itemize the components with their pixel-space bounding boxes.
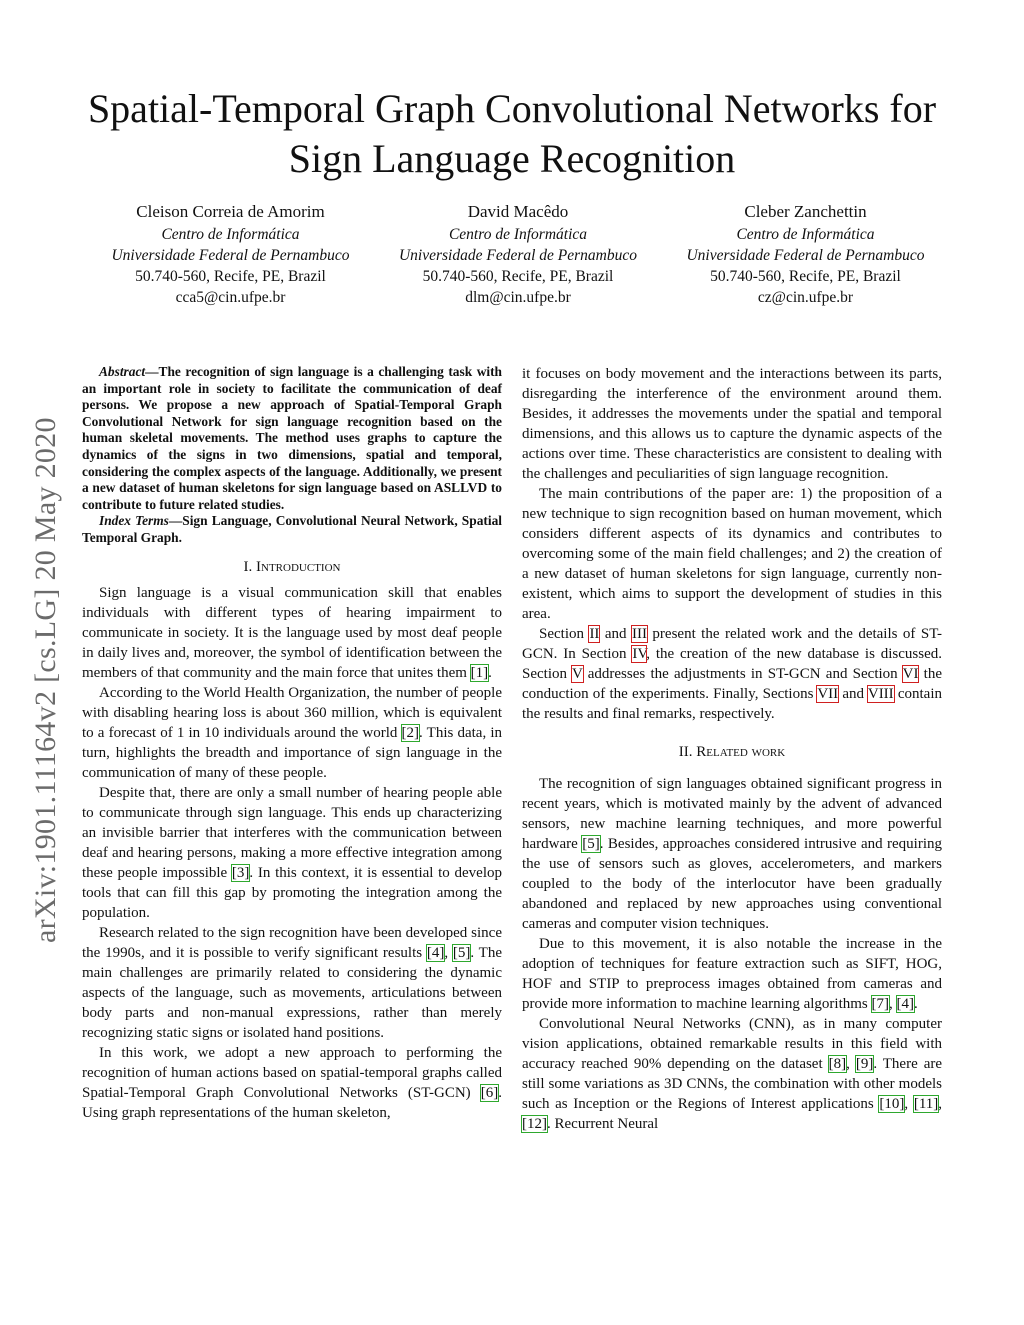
text: . The main challenges are primarily related to considering the dynamic aspects of the language, such as movements, articulations between body parts and non-manual expressions, rather than merely recognizing static signs or isolated hand positions. [82,944,503,1041]
text: According to the World Health Organization, the number of people with disabling hearing loss is about 360 million, which is equivalent to a forecast of 1 in 10 individuals around the world [82,684,502,741]
citation-link[interactable]: [9] [855,1056,874,1072]
paragraph [522,934,942,1014]
author-university: Universidade Federal de Pernambuco [111,247,350,264]
author-address: 50.740-560, Recife, PE, Brazil [710,268,901,285]
text: , [846,1056,856,1072]
author-name: Cleison Correia de Amorim [136,202,325,221]
section-link[interactable]: III [631,626,647,642]
citation-link[interactable]: [11] [913,1096,939,1112]
author-dept: Centro de Informática [736,226,875,243]
paragraph [82,683,502,783]
paragraph [82,923,502,1043]
author-university: Universidade Federal de Pernambuco [398,247,638,264]
text: the conduction of the experiments. Finally, Sections [522,666,942,702]
citation-link[interactable]: [10] [879,1096,905,1112]
text: . There are still some variations as 3D CNNs, the combination with other models such as Inception or the Regions of Interest applications [522,1056,943,1112]
text: Due to this movement, it is also notable the increase in the adoption of techniques for feature extraction such as SIFT, HOG, HOF and STIP to preprocess images obtained from cameras and provide more information to machine learning algorithms [522,936,942,1012]
text: . Using graph representations of the human skeleton, [82,1084,502,1121]
index-terms-label: Index Terms [99,513,169,529]
author-name: David Macêdo [467,202,569,221]
text: . In this context, it is essential to develop tools that can fill this gap by promoting the integration among the population. [82,864,502,921]
citation-link[interactable]: [12] [522,1116,547,1132]
citation-link[interactable]: [4] [896,996,914,1012]
section-heading-introduction: I. Introduction [243,558,341,575]
text: and [838,686,868,702]
index-terms-text: —Sign Language, Convolutional Neural Network, Spatial Temporal Graph. [82,513,502,545]
author-address: 50.740-560, Recife, PE, Brazil [135,268,326,285]
author-3 [663,200,948,308]
author-name: Cleber Zanchettin [744,202,867,221]
paragraph [522,1014,942,1134]
text: Despite that, there are only a small number of hearing people able to communicate through sign language. This ends up characterizing an invisible barrier that interferes with the communication between deaf and hearing persons, making a more effective integration among these people impossible [82,784,502,881]
citation-link[interactable]: [5] [582,836,600,852]
index-terms [82,513,502,546]
title-line-1: Spatial-Temporal Graph Convolutional Networks for [87,86,937,131]
text: . [914,996,918,1012]
text: In this work, we adopt a new approach to performing the recognition of human actions based on spatial-temporal graphs called Spatial-Temporal Graph Convolutional Networks (ST-GCN) [82,1044,502,1101]
paragraph [82,783,502,923]
author-dept: Centro de Informática [448,226,588,243]
author-2 [376,200,661,308]
text: . [488,664,492,681]
abstract-label: Abstract [99,364,146,379]
citation-link[interactable]: [3] [231,864,250,881]
section-link[interactable]: II [589,626,600,642]
author-university: Universidade Federal de Pernambuco [686,247,925,264]
section-link[interactable]: VI [902,666,919,682]
abstract [82,364,502,513]
citation-link[interactable]: [4] [426,944,445,961]
section-link[interactable]: VIII [867,686,894,702]
right-column [522,364,942,1134]
text: , the creation of the new database is discussed. Section [522,646,942,682]
section-link[interactable]: IV [632,646,647,662]
text: addresses the adjustments in ST-GCN and Section [582,666,903,682]
paper-title [60,84,964,184]
text: , [889,996,897,1012]
citation-link[interactable]: [6] [480,1084,499,1101]
paragraph [522,774,942,934]
paragraph: it focuses on body movement and the interactions between its parts, disregarding the interference of the environment around them. Besides, it addresses the movements under the spatial and temporal dimensions, and this allows us to capture the dynamic aspects of the actions over time. These characteristics are consistent to dealing with the challenges and peculiarities of sign language recognition. [522,366,942,482]
section-heading-related-work: II. Related work [678,744,786,760]
text: Sign language is a visual communication skill that enables individuals with different types of hearing impairment to communicate in society. It is the language used by most deaf people in daily lives and, moreover, the symbol of identification between the members of that community and the main force that unites them [82,584,502,681]
author-dept: Centro de Informática [161,226,300,243]
text: present the related work and the details of ST-GCN. In Section [522,626,942,662]
author-address: 50.740-560, Recife, PE, Brazil [422,268,614,285]
author-1 [88,200,373,308]
paragraph: The main contributions of the paper are: 1) the proposition of a new technique to sign recognition based on human movement, which considers different aspects of its dynamics and contributes to overcoming some of the main field challenges; and 2) the creation of a new dataset of human skeletons for sign language, currently non-existent, which aims to support the development of studies in this area. [522,486,942,622]
author-email[interactable]: cz@cin.ufpe.br [757,289,854,306]
citation-link[interactable]: [8] [828,1056,847,1072]
text: The recognition of sign languages obtained significant progress in recent years, which is motivated mainly by the advent of advanced sensors, new machine learning techniques, and more powerful hardware [522,776,942,852]
text: , [904,1096,914,1112]
left-column [82,364,502,1123]
section-link[interactable]: V [571,666,583,682]
citation-link[interactable]: [2] [401,724,420,741]
arxiv-stamp: arXiv:1901.11164v2 [cs.LG] 20 May 2020 [29,417,62,943]
citation-link[interactable]: [5] [452,944,471,961]
author-email[interactable]: cca5@cin.ufpe.br [175,289,286,306]
author-block [88,200,948,308]
abstract-text: —The recognition of sign language is a challenging task with an important role in society to facilitate the communication of deaf persons. We propose a new approach of Spatial-Temporal Graph Convolutional Network for sign language recognition based on the human skeletal movements. The method uses graphs to capture the dynamics of the signs in two dimensions, spatial and temporal, considering the complex aspects of the language. Additionally, we present a new dataset of human skeletons for sign language based on ASLLVD to contribute to future related studies. [82,364,502,512]
paragraph [522,624,942,724]
text: . This data, in turn, highlights the breadth and importance of sign language in the communication of many of these people. [82,724,502,781]
title-line-2: Sign Language Recognition [288,136,736,181]
text: . Recurrent Neural [547,1116,659,1132]
paragraph [82,1043,502,1123]
paragraph [82,583,502,683]
text: , [938,1096,943,1112]
citation-link[interactable]: [1] [470,664,489,681]
text: . Besides, approaches considered intrusive and requiring the use of sensors such as gloves, accelerometers, and markers coupled to the body of the interlocutor have been gradually abandoned and replaced by new approaches using conventional cameras and computer vision techniques. [522,836,943,932]
citation-link[interactable]: [7] [871,996,889,1012]
text: and [599,626,632,642]
text: contain the results and final remarks, respectively. [522,686,942,722]
author-email[interactable]: dlm@cin.ufpe.br [465,289,571,306]
section-link[interactable]: VII [817,686,839,702]
text: Convolutional Neural Networks (CNN), as in many computer vision applications, obtained remarkable results in this field with accuracy reached 90% depending on the dataset [522,1016,942,1072]
text: Section [539,626,590,642]
text: Research related to the sign recognition have been developed since the 1990s, and it is possible to verify significant results [82,924,502,961]
text: , [444,944,453,961]
